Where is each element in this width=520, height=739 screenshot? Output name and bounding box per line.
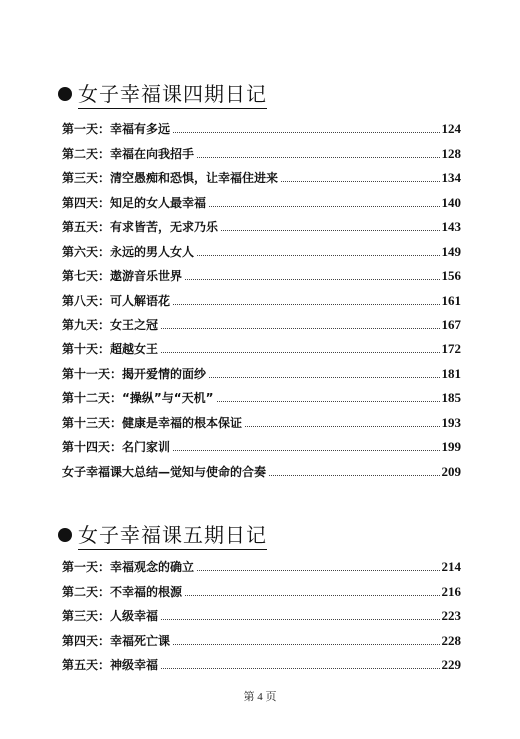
toc-entry-day: 第十一天： (62, 366, 123, 381)
toc-entry-page: 199 (441, 439, 461, 455)
toc-entry-day: 第八天： (62, 293, 111, 308)
dot-leader (173, 644, 439, 645)
dot-leader (161, 328, 439, 329)
toc-entry-page: 216 (441, 583, 461, 599)
dot-leader (161, 352, 439, 353)
dot-leader (173, 304, 439, 305)
toc-entry-title: 知足的女人最幸福 (110, 195, 207, 210)
toc-entry-day: 第五天： (62, 658, 111, 673)
toc-entry-page: 124 (441, 121, 461, 137)
toc-entry-day: 第七天： (62, 269, 111, 284)
toc-entry-page: 172 (441, 341, 461, 357)
toc-list-section-5 (62, 551, 461, 673)
toc-entry-title: 幸福观念的确立 (110, 560, 195, 575)
toc-entry[interactable] (62, 624, 461, 648)
toc-entry-title: 揭开爱情的面纱 (122, 366, 207, 381)
toc-entry[interactable] (62, 113, 461, 137)
toc-entry[interactable] (62, 649, 461, 673)
dot-leader (281, 181, 439, 182)
toc-entry-label (62, 415, 242, 431)
toc-entry-label (62, 390, 214, 406)
bullet-icon (58, 528, 72, 542)
toc-entry-day: 第二天： (62, 146, 111, 161)
dot-leader (221, 230, 439, 231)
toc-entry-title: 有求皆苦，无求乃乐 (110, 220, 219, 235)
toc-entry-day: 第四天： (62, 633, 111, 648)
toc-entry[interactable] (62, 333, 461, 357)
toc-entry-label (62, 146, 194, 162)
bullet-icon (58, 87, 72, 101)
toc-entry-page: 223 (441, 608, 461, 624)
toc-entry-day: 第五天： (62, 220, 111, 235)
toc-entry-label (62, 268, 182, 284)
toc-entry-day: 第二天： (62, 584, 111, 599)
toc-entry[interactable] (62, 235, 461, 259)
toc-entry-label (62, 464, 266, 480)
dot-leader (185, 279, 439, 280)
toc-entry-page: 134 (441, 170, 461, 186)
toc-entry-day: 第十四天： (62, 440, 123, 455)
toc-entry-day: 第十二天： (62, 391, 123, 406)
section-title-5 (58, 519, 267, 550)
dot-leader (217, 401, 440, 402)
toc-entry-title: 神级幸福 (110, 658, 159, 673)
toc-entry[interactable] (62, 455, 461, 479)
toc-entry-label (62, 317, 158, 333)
page-footer: 第 4 页 (243, 691, 277, 703)
dot-leader (197, 157, 439, 158)
toc-entry-page: 181 (441, 365, 461, 381)
toc-entry[interactable] (62, 382, 461, 406)
toc-entry-day: 第一天： (62, 122, 111, 137)
toc-entry-label (62, 584, 182, 600)
toc-entry-page: 156 (441, 268, 461, 284)
toc-entry-day: 第十天： (62, 342, 111, 357)
section-title-text: 女子幸福课四期日记 (78, 78, 267, 109)
toc-entry-page: 167 (441, 316, 461, 332)
toc-entry-title: 健康是幸福的根本保证 (122, 415, 243, 430)
dot-leader (197, 255, 439, 256)
dot-leader (209, 377, 439, 378)
toc-entry-day: 第三天： (62, 609, 111, 624)
toc-entry-label (62, 559, 194, 575)
toc-entry-page: 209 (441, 463, 461, 479)
toc-entry-label (62, 608, 158, 624)
toc-entry[interactable] (62, 551, 461, 575)
toc-entry-label (62, 195, 206, 211)
toc-entry-title: 不幸福的根源 (110, 584, 183, 599)
section-title-text: 女子幸福课五期日记 (78, 519, 267, 550)
toc-entry[interactable] (62, 260, 461, 284)
toc-entry-title: 清空愚痴和恐惧，让幸福住进来 (110, 171, 279, 186)
toc-entry-label (62, 244, 194, 260)
toc-entry-page: 149 (441, 243, 461, 259)
toc-entry-title: 名门家训 (122, 440, 171, 455)
toc-entry-page: 229 (441, 657, 461, 673)
toc-entry-day: 第六天： (62, 244, 111, 259)
toc-entry-title: 超越女王 (110, 342, 159, 357)
toc-entry-page: 193 (441, 414, 461, 430)
toc-entry[interactable] (62, 575, 461, 599)
toc-entry-day: 第四天： (62, 195, 111, 210)
dot-leader (161, 619, 439, 620)
toc-entry-label (62, 170, 278, 186)
toc-entry[interactable] (62, 211, 461, 235)
toc-entry-title: 女子幸福课大总结—觉知与使命的合奏 (62, 464, 267, 479)
section-title-4 (58, 78, 267, 109)
toc-entry-day: 第一天： (62, 560, 111, 575)
dot-leader (209, 206, 439, 207)
toc-entry-page: 140 (441, 194, 461, 210)
toc-entry-page: 214 (441, 559, 461, 575)
dot-leader (245, 426, 439, 427)
toc-entry-title: 遨游音乐世界 (110, 269, 183, 284)
toc-entry-page: 128 (441, 145, 461, 161)
toc-entry-day: 第三天： (62, 171, 111, 186)
dot-leader (173, 450, 439, 451)
toc-entry[interactable] (62, 431, 461, 455)
toc-entry-title: “操纵”与“天机” (122, 391, 214, 406)
toc-entry-label (62, 121, 170, 137)
toc-entry-label (62, 366, 206, 382)
toc-entry-label (62, 219, 218, 235)
dot-leader (161, 668, 439, 669)
toc-entry-day: 第九天： (62, 317, 111, 332)
toc-entry[interactable] (62, 406, 461, 430)
toc-entry[interactable] (62, 309, 461, 333)
toc-entry-title: 可人解语花 (110, 293, 171, 308)
dot-leader (185, 595, 439, 596)
toc-entry-label (62, 657, 158, 673)
toc-entry[interactable] (62, 137, 461, 161)
toc-entry-title: 幸福死亡课 (110, 633, 171, 648)
toc-entry-page: 228 (441, 632, 461, 648)
toc-entry-label (62, 439, 170, 455)
toc-entry[interactable] (62, 600, 461, 624)
toc-entry-label (62, 633, 170, 649)
toc-entry-title: 幸福有多远 (110, 122, 171, 137)
toc-entry[interactable] (62, 162, 461, 186)
toc-entry-title: 永远的男人女人 (110, 244, 195, 259)
toc-list-section-4 (62, 113, 461, 480)
toc-entry-title: 女王之冠 (110, 317, 159, 332)
toc-entry-label (62, 293, 170, 309)
toc-entry-page: 185 (441, 390, 461, 406)
toc-entry-label (62, 341, 158, 357)
toc-entry-page: 161 (441, 292, 461, 308)
toc-entry-page: 143 (441, 219, 461, 235)
toc-entry[interactable] (62, 357, 461, 381)
toc-entry-day: 第十三天： (62, 415, 123, 430)
toc-entry[interactable] (62, 186, 461, 210)
toc-entry-title: 幸福在向我招手 (110, 146, 195, 161)
dot-leader (269, 475, 439, 476)
toc-entry[interactable] (62, 284, 461, 308)
toc-entry-title: 人级幸福 (110, 609, 159, 624)
dot-leader (197, 570, 439, 571)
dot-leader (173, 132, 439, 133)
